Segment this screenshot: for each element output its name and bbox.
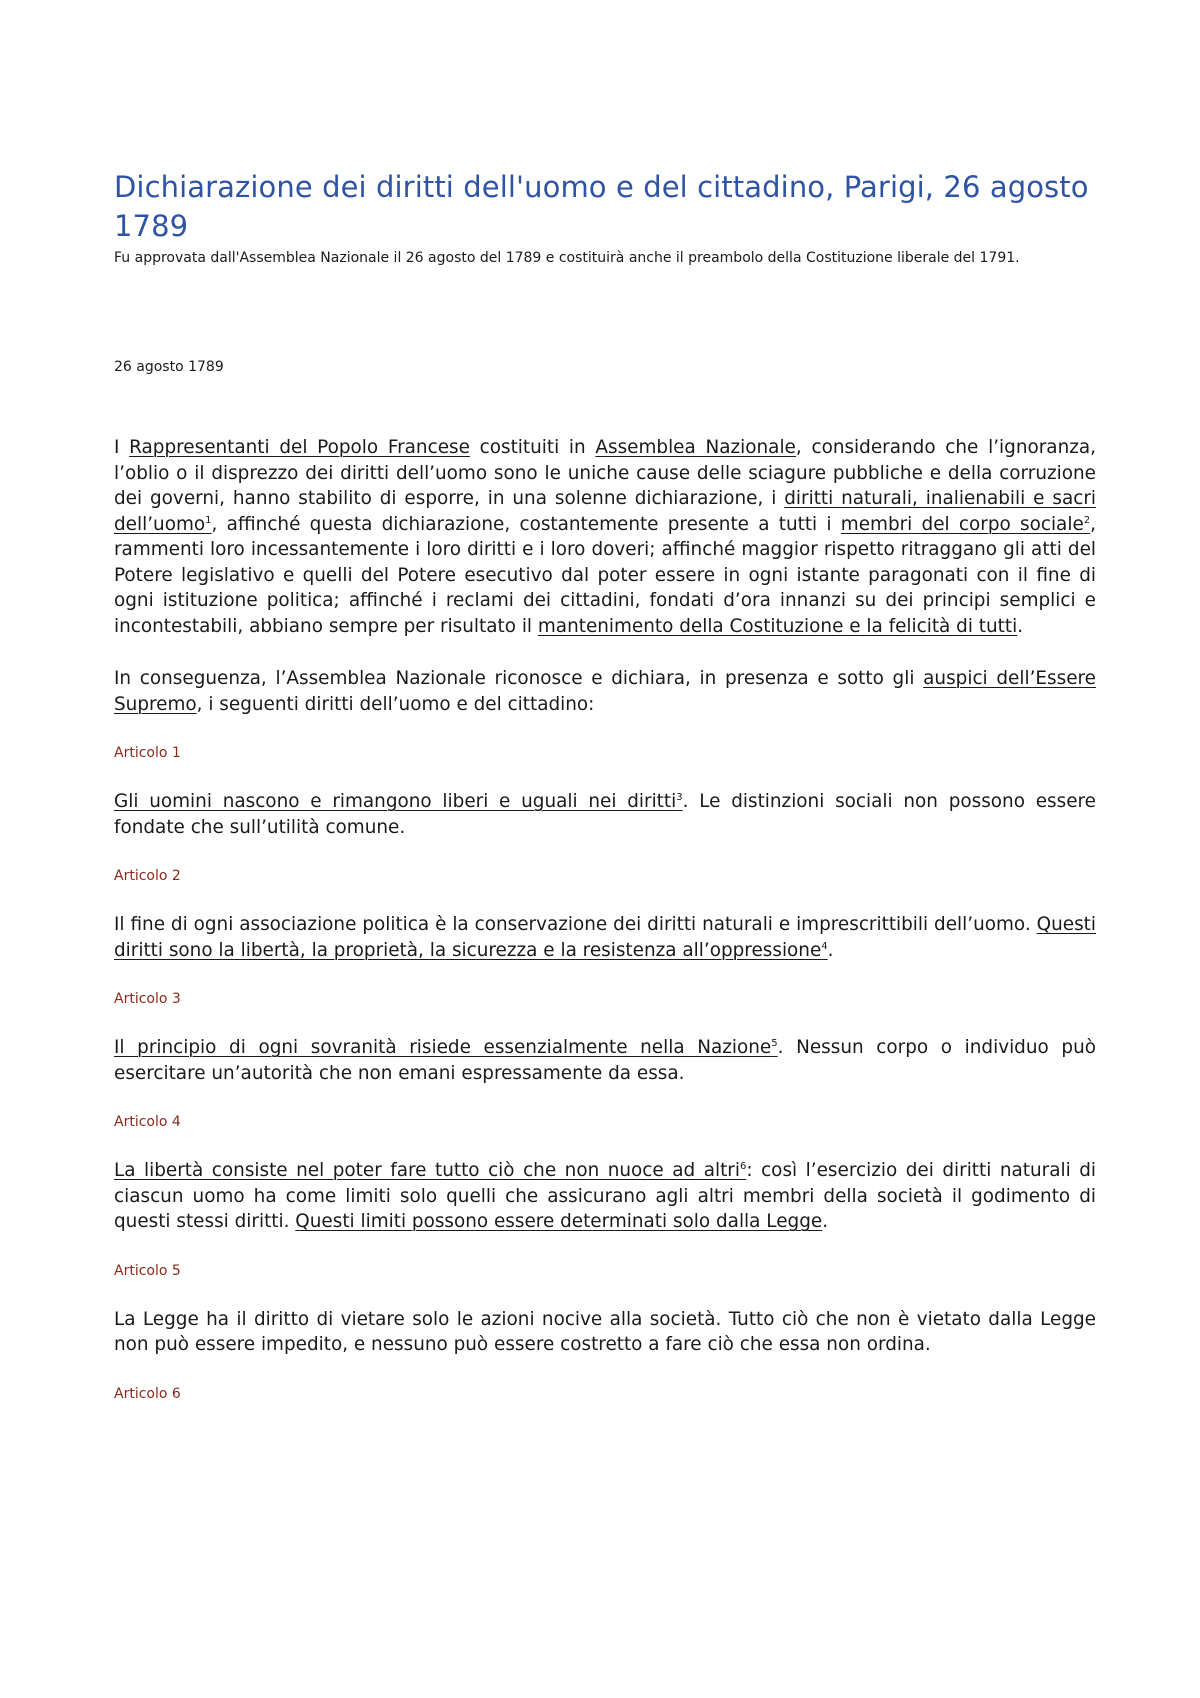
article-1-heading: Articolo 1 <box>114 745 181 761</box>
footnote-marker: 1 <box>205 514 212 526</box>
underlined-phrase: mantenimento della Costituzione e la felicità di tutti <box>537 615 1018 637</box>
consequence-paragraph: In conseguenza, l’Assemblea Nazionale riconosce e dichiara, in presenza e sotto gli auspici dell’Essere Supremo, i seguenti diritti dell’uomo e del cittadino: <box>114 668 1096 715</box>
underlined-phrase: Rappresentanti del Popolo Francese <box>129 437 470 458</box>
article-6-heading: Articolo 6 <box>114 1385 181 1402</box>
article-1-text: Gli uomini nascono e rimangono liberi e uguali nei diritti$^3$. Le distinzioni sociali non possono essere fondate che sull’utilità comune. <box>114 791 1096 838</box>
underlined-phrase: membri del corpo sociale$^2$ <box>840 513 1091 535</box>
document-date: 26 agosto 1789 <box>114 359 224 375</box>
document-page <box>114 168 1096 1404</box>
underlined-phrase: Gli uomini nascono e rimangono liberi e uguali nei diritti$^3$ <box>114 791 683 812</box>
underlined-phrase: Questi diritti sono la libertà, la proprietà, la sicurezza e la resistenza all’oppressione$^4$ <box>114 914 1096 961</box>
underlined-phrase: auspici dell’Essere Supremo <box>114 668 1096 715</box>
underlined-phrase: diritti naturali, inalienabili e sacri dell’uomo$^1$ <box>114 488 1097 535</box>
underlined-phrase: La libertà consiste nel poter fare tutto ciò che non nuoce ad altri$^6$ <box>114 1160 747 1181</box>
footnote-marker: 6 <box>739 1161 747 1172</box>
footnote-marker: 2 <box>1083 514 1091 526</box>
footnote-marker: 3 <box>676 792 683 803</box>
article-4-text: La libertà consiste nel poter fare tutto ciò che non nuoce ad altri$^6$: così l’esercizio dei diritti naturali di ciascun uomo ha come limiti solo quelli che assicurano agli altri membri della società il godimento di questi stessi diritti. Questi limiti possono essere determinati solo dalla Legge. <box>114 1160 1096 1232</box>
underlined-phrase: Assemblea Nazionale <box>595 437 796 458</box>
article-5-text: La Legge ha il diritto di vietare solo le azioni nocive alla società. Tutto ciò che non è vietato dalla Legge non può essere impedito, e nessuno può essere costretto a fare ciò che essa non ordina. <box>114 1308 1096 1355</box>
underlined-phrase: Questi limiti possono essere determinati solo dalla Legge <box>295 1211 823 1232</box>
footnote-marker: 5 <box>771 1038 778 1049</box>
underlined-phrase: Il principio di ogni sovranità risiede essenzialmente nella Nazione$^5$ <box>114 1037 778 1058</box>
preamble-paragraph: I Rappresentanti del Popolo Francese costituiti in Assemblea Nazionale, considerando che l’ignoranza, l’oblio o il disprezzo dei diritti dell’uomo sono le uniche cause delle sciagure pubbliche e della corruzione dei governi, hanno stabilito di esporre, in una solenne dichiarazione, i diritti naturali, inalienabili e sacri dell’uomo$^1$, affinché questa dichiarazione, costantemente presente a tutti i membri del corpo sociale$^2$, rammenti loro incessantemente i loro diritti e i loro doveri; affinché maggior rispetto ritraggano gli atti del Potere legislativo e quelli del Potere esecutivo dal poter essere in ogni istante paragonati con il fine di ogni istituzione politica; affinché i reclami dei cittadini, fondati d’ora innanzi su dei principi semplici e incontestabili, abbiano sempre per risultato il mantenimento della Costituzione e la felicità di tutti. <box>114 437 1097 637</box>
article-5-heading: Articolo 5 <box>114 1262 181 1279</box>
article-3-text: Il principio di ogni sovranità risiede essenzialmente nella Nazione$^5$. Nessun corpo o individuo può esercitare un’autorità che non emani espressamente da essa. <box>114 1037 1096 1084</box>
document-title: Dichiarazione dei diritti dell'uomo e del cittadino, Parigi, 26 agosto 1789 <box>114 170 1089 243</box>
document-subtitle: Fu approvata dall'Assemblea Nazionale il 26 agosto del 1789 e costituirà anche il preambolo della Costituzione liberale del 1791. <box>114 250 1020 266</box>
article-2-heading: Articolo 2 <box>114 868 181 884</box>
article-4-heading: Articolo 4 <box>114 1114 181 1130</box>
article-2-text: Il fine di ogni associazione politica è la conservazione dei diritti naturali e imprescrittibili dell’uomo. Questi diritti sono la libertà, la proprietà, la sicurezza e la resistenza all’oppressione$^4$. <box>114 914 1096 961</box>
article-3-heading: Articolo 3 <box>114 991 181 1007</box>
footnote-marker: 4 <box>821 940 828 952</box>
